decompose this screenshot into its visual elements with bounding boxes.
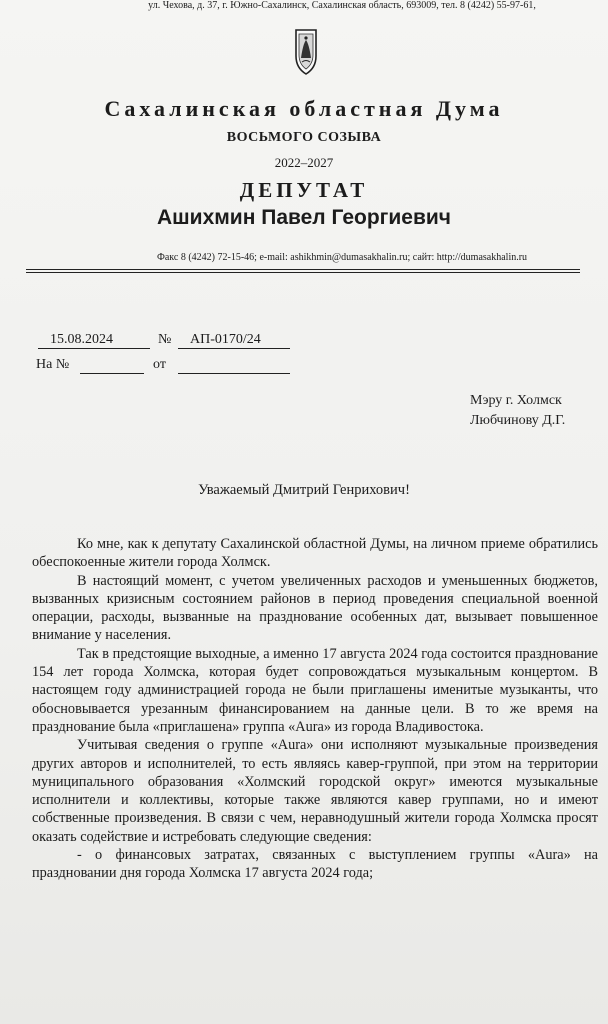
paragraph: В настоящий момент, с учетом увеличенных расходов и уменьшенных бюджетов, вызванных кризисным состоянием районов в период проведения специальной военной операции, расходы, вызванные на празднование особенных дат, вызывает повышенное внимание у населения. — [32, 572, 598, 644]
document-title: ДЕПУТАТ — [239, 178, 369, 202]
coat-of-arms-icon — [292, 28, 320, 76]
deputy-name: Ашихмин Павел Георгиевич — [157, 206, 451, 229]
reply-number-underline — [80, 373, 144, 374]
addressee-position: Мэру г. Холмск — [470, 393, 562, 408]
greeting: Уважаемый Дмитрий Генрихович! — [198, 482, 410, 498]
number-label: № — [158, 332, 172, 347]
reply-number-label: На № — [36, 357, 70, 372]
number-underline — [178, 348, 290, 349]
letterhead-rule-1 — [26, 269, 580, 270]
outgoing-number: АП-0170/24 — [190, 332, 261, 347]
paragraph: Так в предстоящие выходные, а именно 17 августа 2024 года состоится празднование 154 лет города Холмска, которая будет сопровождаться музыкальным концертом. В настоящем году администрацией города не были приглашены именитые музыканты, что обосновывается урезанным финансированием на данные цели. В то же время на празднование была «приглашена» группа «Aura» из города Владивостока. — [32, 645, 598, 735]
contact-address: ул. Чехова, д. 37, г. Южно-Сахалинск, Сахалинская область, 693009, тел. 8 (4242) 55-97-61, — [148, 0, 536, 11]
letter-body — [32, 535, 598, 883]
date-underline — [38, 348, 150, 349]
outgoing-date: 15.08.2024 — [50, 332, 113, 347]
paragraph: Учитывая сведения о группе «Aura» они исполняют музыкальные произведения других авторов и исполнителей, то есть являясь кавер-группой, при этом на территории муниципального образования «Холмский городской округ» имеются музыкальные исполнители и коллективы, которые также являются кавер группами, но и имеют собственные произведения. В связи с чем, неравнодушный жители города Холмска просят оказать содействие и истребовать следующие сведения: — [32, 737, 598, 845]
reply-date-underline — [178, 373, 290, 374]
term-years: 2022–2027 — [274, 155, 334, 170]
organization-name: Сахалинская областная Дума — [104, 96, 504, 121]
contact-fax-email: Факс 8 (4242) 72-15-46; e-mail: ashikhmin@dumasakhalin.ru; сайт: http://dumasakhalin.ru — [156, 252, 528, 263]
letterhead-rule-2 — [26, 272, 580, 273]
convocation: ВОСЬМОГО СОЗЫВА — [226, 130, 382, 145]
addressee-name: Любчинову Д.Г. — [470, 413, 566, 428]
reply-from-label: от — [153, 357, 166, 372]
paragraph: Ко мне, как к депутату Сахалинской областной Думы, на личном приеме обратились обеспокоенные жители города Холмск. — [32, 536, 598, 571]
paragraph: - о финансовых затратах, связанных с выступлением группы «Aura» на праздновании дня города Холмска 17 августа 2024 года; — [32, 847, 598, 882]
